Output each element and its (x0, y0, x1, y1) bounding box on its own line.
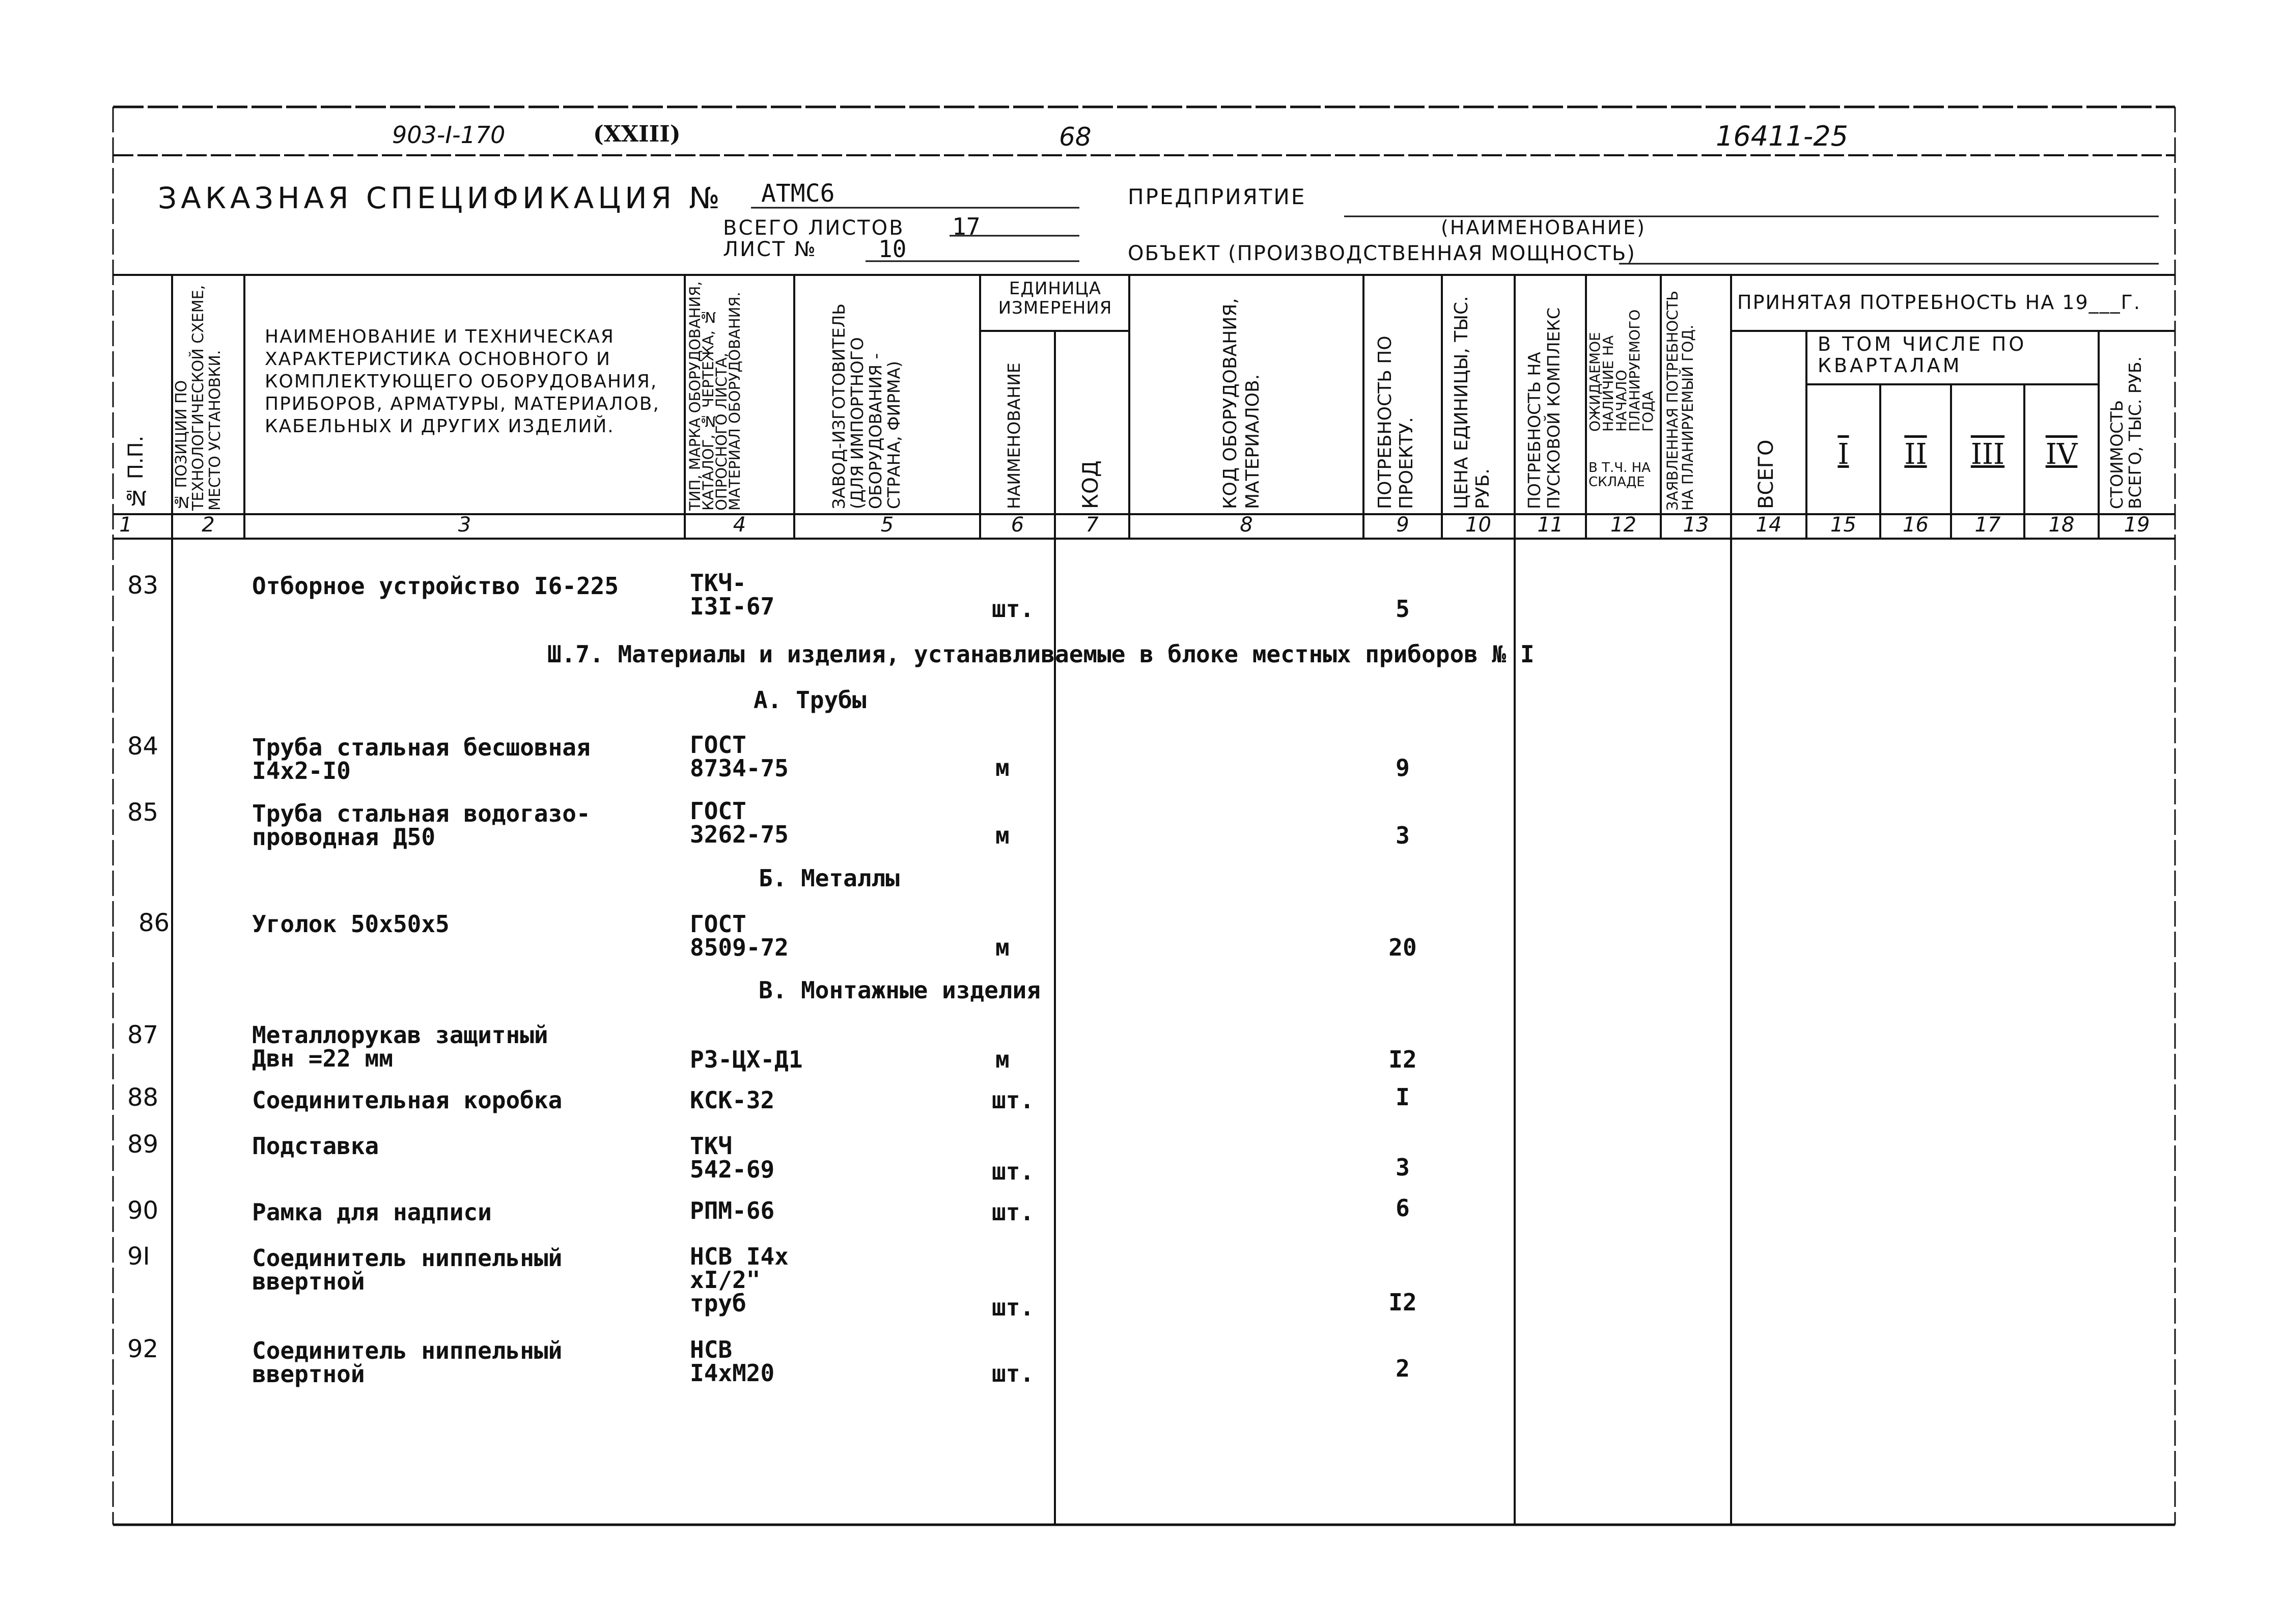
col-header-7: КОД (1078, 460, 1103, 509)
album-number: (XXIII) (593, 121, 681, 147)
row-item-name: Труба стальная бесшовная I4x2-I0 (252, 734, 591, 785)
row-item-unit: шт. (992, 1086, 1035, 1114)
col-header-5: ЗАВОД-ИЗГОТОВИТЕЛЬ (ДЛЯ ИМПОРТНОГО ОБОРУДОВАНИЯ - СТРАНА, ФИРМА) (829, 303, 904, 509)
col-header-8: КОД ОБОРУДОВАНИЯ, МАТЕРИАЛОВ. (1220, 298, 1263, 509)
row-item-name: Труба стальная водогазо- проводная Д50 (252, 800, 591, 851)
row-position-number: 88 (127, 1083, 159, 1112)
row-item-type: НСВ I4x xI/2" труб (690, 1243, 789, 1317)
row-item-unit: шт. (992, 1360, 1035, 1387)
row-position-number: 87 (127, 1021, 159, 1049)
col-number: 16 (1903, 513, 1929, 537)
total-sheets-value: 17 (952, 213, 981, 240)
row-item-name: Металлорукав защитный Двн =22 мм (252, 1021, 548, 1072)
row-item-unit: шт. (992, 1158, 1035, 1185)
col-header-12-sub: В Т.Ч. НА СКЛАДЕ (1589, 460, 1651, 490)
name-label: (НАИМЕНОВАНИЕ) (1441, 216, 1646, 239)
row-position-number: 90 (127, 1196, 159, 1225)
col-number: 6 (1011, 513, 1024, 537)
row-item-type: ГОСТ 8734-75 (690, 731, 789, 782)
row-item-unit: шт. (992, 1294, 1035, 1321)
row-item-type: РЗ-ЦХ-Д1 (690, 1046, 803, 1073)
row-item-unit: шт. (992, 595, 1035, 623)
enterprise-label: ПРЕДПРИЯТИЕ (1128, 184, 1306, 209)
col-header-q1: I (1837, 438, 1849, 471)
row-item-unit: м (995, 1046, 1010, 1073)
col-number: 5 (880, 513, 894, 537)
col-header-9: ПОТРЕБНОСТЬ ПО ПРОЕКТУ. (1375, 335, 1417, 509)
page-number: 68 (1059, 122, 1092, 152)
row-item-qty: 5 (1396, 595, 1410, 623)
sheet-value: 10 (878, 235, 907, 263)
col-header-19: СТОИМОСТЬ ВСЕГО, ТЫС. РУБ. (2107, 356, 2145, 509)
row-position-number: 89 (127, 1130, 159, 1159)
row-position-number: 83 (127, 571, 159, 600)
col-number: 10 (1465, 513, 1491, 537)
row-item-name: Уголок 50x50x5 (252, 910, 450, 938)
subsection-heading: Б. Металлы (759, 864, 900, 892)
row-item-unit: м (995, 934, 1010, 961)
col-number: 18 (2048, 513, 2075, 537)
row-item-name: Соединительная коробка (252, 1086, 563, 1114)
row-item-type: ТКЧ- I3I-67 (690, 569, 775, 620)
row-item-unit: м (995, 754, 1010, 781)
col-header-q4: IV (2045, 438, 2078, 471)
row-position-number: 92 (127, 1335, 159, 1363)
col-number: 2 (202, 513, 215, 537)
col-header-11: ПОТРЕБНОСТЬ НА ПУСКОВОЙ КОМПЛЕКС (1524, 307, 1564, 509)
col-number: 13 (1683, 513, 1709, 537)
col-header-1: № П.П. (124, 435, 148, 509)
col-number: 11 (1537, 513, 1564, 537)
col-header-q3: III (1970, 438, 2005, 471)
col-number: 3 (458, 513, 471, 537)
col-number: 4 (733, 513, 746, 537)
col-number: 19 (2124, 513, 2150, 537)
row-item-qty: 3 (1396, 1154, 1410, 1181)
subsection-heading: А. Трубы (754, 686, 867, 714)
col-header-10: ЦЕНА ЕДИНИЦЫ, ТЫС. РУБ. (1451, 296, 1493, 509)
row-item-name: Подставка (252, 1132, 379, 1160)
col-header-13: ЗАЯВЛЕННАЯ ПОТРЕБНОСТЬ НА ПЛАНИРУЕМЫЙ ГОД. (1664, 291, 1696, 511)
col-number: 8 (1240, 513, 1253, 537)
row-item-type: ТКЧ 542-69 (690, 1132, 775, 1183)
row-item-name: Рамка для надписи (252, 1198, 492, 1226)
spec-title: ЗАКАЗНАЯ СПЕЦИФИКАЦИЯ № (158, 181, 724, 215)
project-code: 903-I-170 (392, 121, 506, 149)
col-number: 15 (1830, 513, 1856, 537)
row-item-type: КСК-32 (690, 1086, 775, 1114)
col-number: 14 (1755, 513, 1782, 537)
row-item-unit: м (995, 822, 1010, 849)
sheet-label: ЛИСТ № (723, 238, 817, 261)
row-item-type: ГОСТ 8509-72 (690, 910, 789, 961)
total-sheets-label: ВСЕГО ЛИСТОВ (723, 216, 905, 240)
col-number: 12 (1610, 513, 1636, 537)
doc-number: 16411-25 (1716, 120, 1848, 152)
quarters-group-header: В ТОМ ЧИСЛЕ ПО КВАРТАЛАМ (1818, 333, 2027, 377)
row-item-type: РПМ-66 (690, 1197, 775, 1224)
col-header-3: НАИМЕНОВАНИЕ И ТЕХНИЧЕСКАЯ ХАРАКТЕРИСТИКА ОСНОВНОГО И КОМПЛЕКТУЮЩЕГО ОБОРУДОВАНИЯ, ПРИБОРОВ, АРМАТУРЫ, МАТЕРИАЛОВ, КАБЕЛЬНЫХ И ДРУГИХ ИЗДЕЛИЙ. (265, 326, 660, 437)
row-position-number: 86 (138, 909, 170, 937)
row-position-number: 84 (127, 732, 159, 761)
row-item-type: ГОСТ 3262-75 (690, 797, 789, 848)
col-number: 7 (1085, 513, 1099, 537)
row-item-unit: шт. (992, 1198, 1035, 1226)
subsection-heading: В. Монтажные изделия (759, 976, 1041, 1004)
col-header-6: НАИМЕНОВАНИЕ (1004, 362, 1024, 509)
row-item-name: Соединитель ниппельный ввертной (252, 1244, 563, 1295)
row-item-qty: I (1396, 1083, 1410, 1111)
col-header-12: ОЖИДАЕМОЕ НАЛИЧИЕ НА НАЧАЛО ПЛАНИРУЕМОГО ГОДА (1586, 309, 1656, 432)
row-item-qty: 6 (1396, 1194, 1410, 1222)
object-label: ОБЪЕКТ (ПРОИЗВОДСТВЕННАЯ МОЩНОСТЬ) (1128, 242, 1636, 265)
col-header-q2: II (1904, 438, 1927, 471)
row-position-number: 9I (127, 1242, 150, 1271)
col-header-4: ТИП, МАРКА ОБОРУДОВАНИЯ, КАТАЛОГ, № ЧЕРТЕЖА, № ОПРОСНОГО ЛИСТА, МАТЕРИАЛ ОБОРУДОВАНИЯ. (686, 281, 743, 511)
row-item-qty: 9 (1396, 754, 1410, 781)
col-number: 1 (119, 513, 132, 537)
row-item-qty: 20 (1388, 934, 1417, 961)
section-heading: Ш.7. Материалы и изделия, устанавливаемые в блоке местных приборов № I (547, 640, 1535, 668)
row-item-type: НСВ I4xМ20 (690, 1336, 775, 1387)
unit-group-header: ЕДИНИЦА ИЗМЕРЕНИЯ (998, 278, 1112, 318)
col-number: 9 (1396, 513, 1409, 537)
row-item-qty: I2 (1388, 1289, 1417, 1316)
row-item-name: Соединитель ниппельный ввертной (252, 1337, 563, 1388)
row-item-qty: 3 (1396, 822, 1410, 849)
row-item-qty: I2 (1388, 1046, 1417, 1073)
row-item-name: Отборное устройство I6-225 (252, 572, 619, 600)
spec-number: АТМС6 (761, 179, 835, 208)
row-position-number: 85 (127, 798, 159, 827)
accepted-group-header: ПРИНЯТАЯ ПОТРЕБНОСТЬ НА 19___Г. (1737, 291, 2141, 314)
col-header-14: ВСЕГО (1754, 439, 1778, 509)
col-header-2: № ПОЗИЦИИ ПО ТЕХНОЛОГИЧЕСКОЙ СХЕМЕ, МЕСТО УСТАНОВКИ. (173, 285, 224, 511)
row-item-qty: 2 (1396, 1355, 1410, 1382)
col-number: 17 (1974, 513, 2001, 537)
